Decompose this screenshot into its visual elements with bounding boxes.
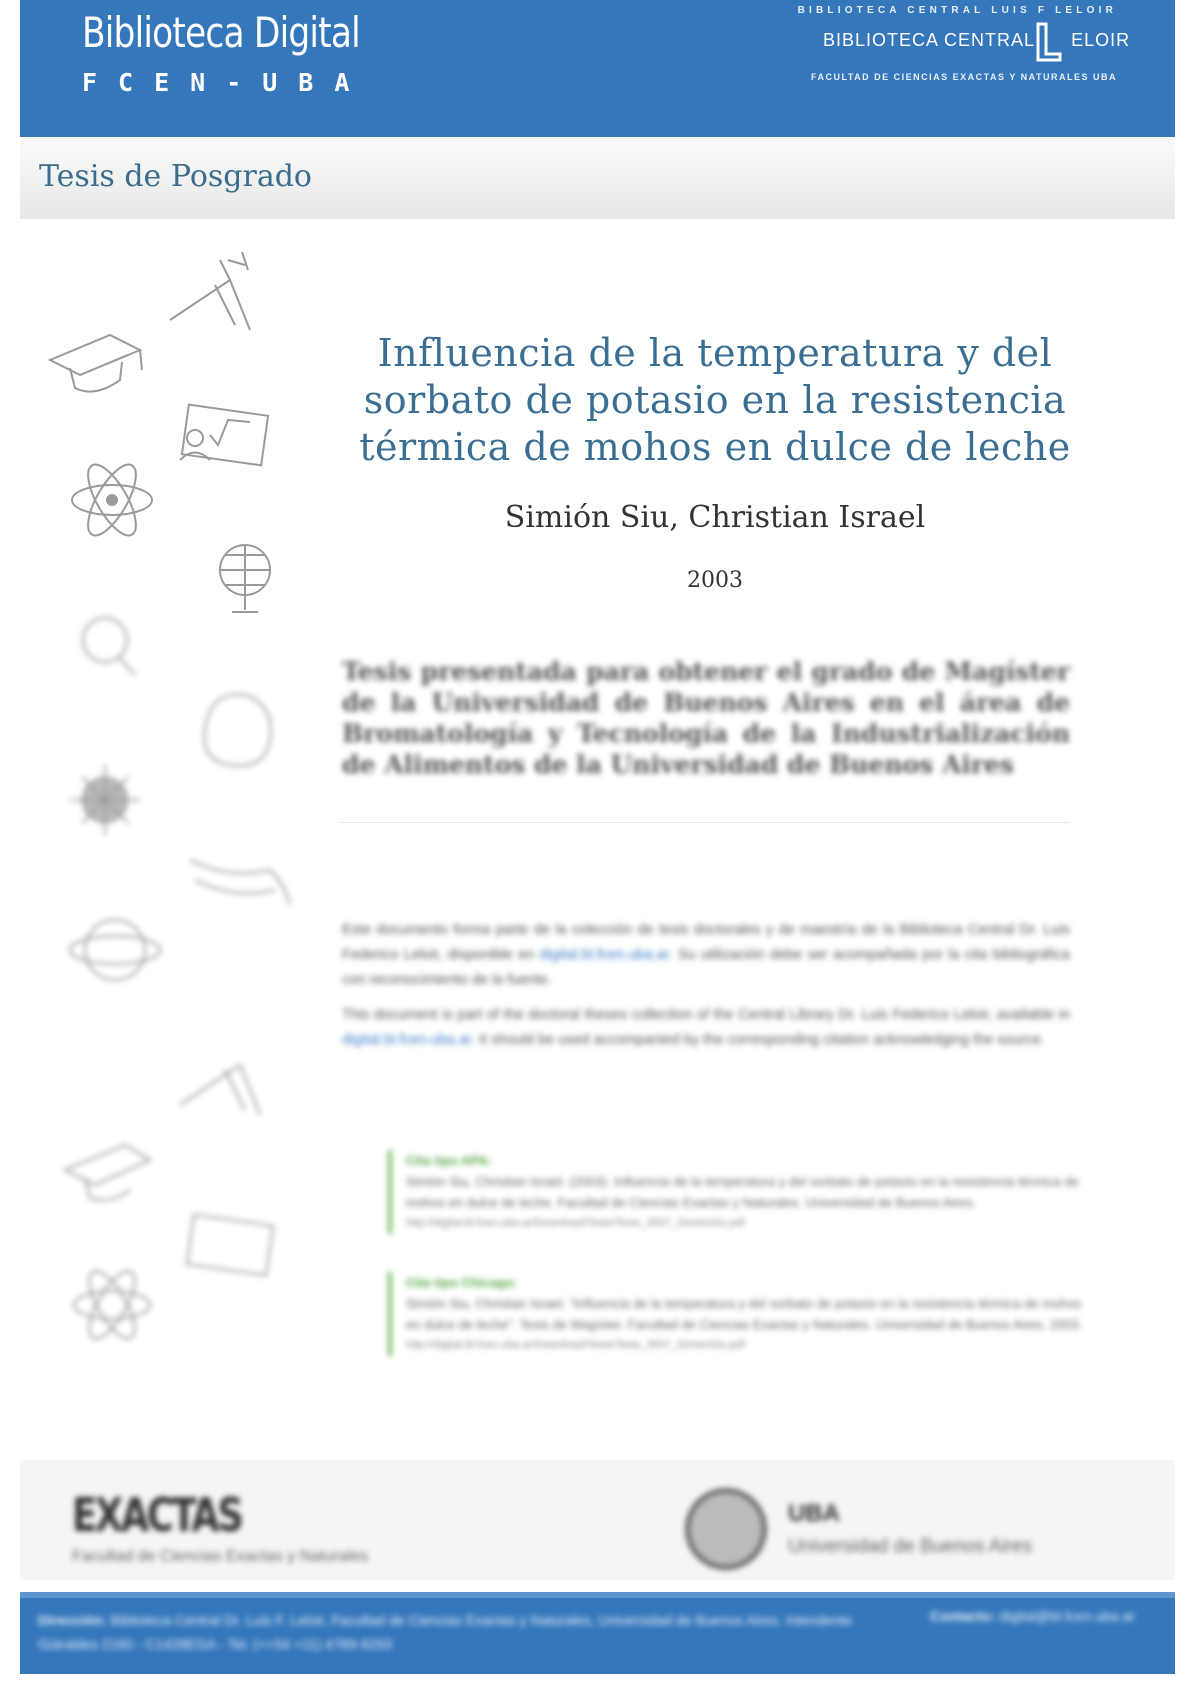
magnifier-icon — [83, 618, 135, 675]
section-band — [20, 137, 1175, 219]
thesis-cover-page — [20, 0, 1175, 1684]
microscope-icon-faded — [180, 1065, 260, 1115]
thesis-title — [320, 330, 1110, 471]
section-label: Tesis de Posgrado — [39, 159, 312, 194]
globe-icon — [220, 545, 270, 612]
footer-logos — [20, 1460, 1175, 1580]
library-name-text: BIBLIOTECA CENTRAL — [823, 30, 1036, 50]
blackboard-icon-faded — [187, 1215, 273, 1276]
notice-english — [342, 1003, 1070, 1053]
uba-wordmark: UBA — [788, 1500, 840, 1527]
footer-contact — [930, 1608, 1135, 1624]
library-name — [823, 30, 1130, 51]
brand-subtitle: FCEN-UBA — [82, 68, 371, 97]
dna-strand-icon — [190, 860, 290, 905]
degree-statement: Tesis presentada para obtener el grado de Magíster de la Universidad de Buenos Aires en el área de Bromatología y Tecnología de la Industrialización de Alimentos de la Universidad de Buenos Aires — [342, 657, 1070, 779]
decorative-icon-column — [20, 240, 320, 1440]
brain-icon — [204, 694, 270, 765]
notice-text: This document is part of the doctoral theses collection of the Central Library Dr. Luis Federico Leloir, available in — [342, 1007, 1070, 1023]
repository-link[interactable]: digital.bl.fcen.uba.ar — [539, 947, 669, 963]
citation-url[interactable]: http://digital.bl.fcen.uba.ar/Download/Tesis/Tesis_3557_SimionSiu.pdf — [406, 1217, 745, 1229]
divider — [340, 822, 1070, 823]
notice-text: Este documento forma parte de la colección de tesis doctorales y de maestría de la Biblioteca Central Dr. Luis Federico Leloir, disponible en — [342, 922, 1070, 963]
thesis-year: 2003 — [687, 568, 743, 593]
notice-spanish — [342, 918, 1070, 993]
citation-apa — [388, 1150, 1086, 1234]
graduation-cap-icon — [50, 335, 142, 392]
star-burst-icon — [70, 765, 140, 835]
thesis-title-line: térmica de mohos en dulce de leche — [359, 425, 1071, 469]
thesis-title-line: sorbato de potasio en la resistencia — [363, 378, 1067, 422]
library-top-label: BIBLIOTECA CENTRAL LUIS F LELOIR — [797, 5, 1117, 16]
footer-address — [38, 1608, 858, 1656]
leloir-l-logo-icon — [1032, 20, 1062, 64]
notice-text: . It should be used accompanied by the corresponding citation acknowledging the source. — [470, 1032, 1045, 1048]
footer-bar — [20, 1592, 1175, 1674]
thesis-title-line: Influencia de la temperatura y del — [377, 331, 1053, 375]
atom-icon — [72, 458, 152, 542]
citation-chicago — [388, 1272, 1086, 1356]
citation-text: Simión Siu, Christian Israel. (2003). Influencia de la temperatura y del sorbato de potasio en la resistencia térmica de mohos en dulce de leche. Facultad de Ciencias Exactas y Naturales. Universidad de Buenos Aires. — [406, 1174, 1079, 1210]
contact-label: Contacto: — [930, 1608, 996, 1624]
exactas-wordmark: EXACTAS — [72, 1488, 242, 1542]
citation-text: Simión Siu, Christian Israel. "Influencia de la temperatura y del sorbato de potasio en la resistencia térmica de mohos en dulce de leche". Tesis de Magíster. Facultad de Ciencias Exactas y Naturales. Universidad de Buenos Aires. 2003. — [406, 1296, 1083, 1332]
microscope-icon — [170, 252, 250, 330]
header-bar — [20, 0, 1175, 137]
repository-link[interactable]: digital.bl.fcen.uba.ar — [342, 1032, 471, 1048]
library-name-suffix: ELOIR — [1071, 30, 1131, 50]
address-text: Biblioteca Central Dr. Luis F. Leloir, Facultad de Ciencias Exactas y Naturales, Universidad de Buenos Aires. Intendente Güiraldes 2160 - C1428EGA - Tel. (++54 +11) 4789-9293 — [38, 1612, 852, 1652]
citation-type: Cita tipo Chicago: — [406, 1275, 518, 1290]
blackboard-sqrt-icon — [180, 405, 268, 466]
exactas-subtitle: Facultad de Ciencias Exactas y Naturales — [72, 1548, 369, 1565]
thesis-author: Simión Siu, Christian Israel — [504, 500, 926, 535]
planet-icon — [70, 920, 160, 980]
atom-icon-faded — [74, 1265, 150, 1345]
citation-url[interactable]: http://digital.bl.fcen.uba.ar/Download/Tesis/Tesis_3557_SimionSiu.pdf — [406, 1339, 745, 1351]
address-label: Dirección: — [38, 1612, 107, 1628]
uba-subtitle: Universidad de Buenos Aires — [788, 1536, 1032, 1557]
citation-type: Cita tipo APA: — [406, 1153, 492, 1168]
notice-text: . Su utilización debe ser acompañada por la cita bibliográfica con reconocimiento de la fuente. — [342, 947, 1070, 988]
graduation-cap-icon-faded — [65, 1145, 150, 1200]
contact-email[interactable]: digital@bl.fcen.uba.ar — [999, 1608, 1135, 1624]
library-faculty: FACULTAD DE CIENCIAS EXACTAS Y NATURALES UBA — [810, 72, 1117, 82]
uba-seal-icon — [685, 1488, 767, 1570]
brand-title: Biblioteca Digital — [82, 8, 360, 57]
